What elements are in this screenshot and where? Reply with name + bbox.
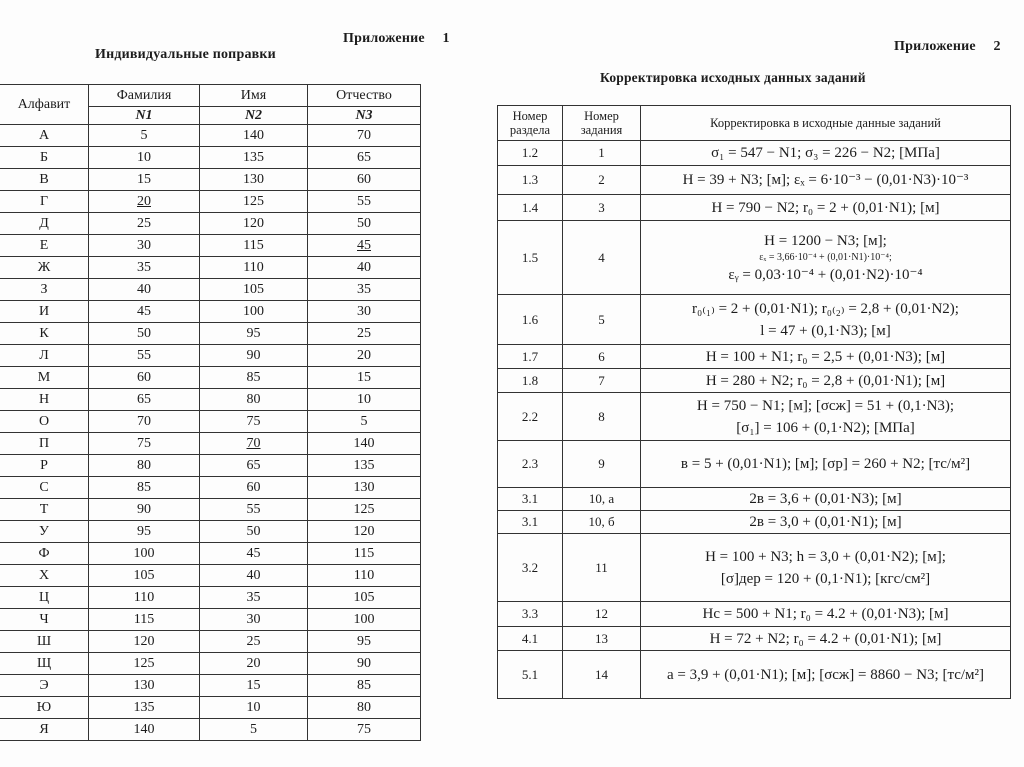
table-row xyxy=(0,191,421,213)
formula-line: 2в = 3,6 + (0,01·N3); [м] xyxy=(749,491,902,507)
n2-cell: 115 xyxy=(200,235,308,257)
table-row xyxy=(0,279,421,301)
n3-cell: 20 xyxy=(308,345,421,367)
correction-cell xyxy=(641,166,1011,195)
task-number-cell: 3 xyxy=(563,195,641,221)
n3-cell: 50 xyxy=(308,213,421,235)
n3-cell: 25 xyxy=(308,323,421,345)
header-patronymic: Отчество xyxy=(308,85,421,107)
n2-cell: 105 xyxy=(200,279,308,301)
table-row xyxy=(0,323,421,345)
n3-cell: 85 xyxy=(308,675,421,697)
table-row xyxy=(0,345,421,367)
n1-cell: 130 xyxy=(89,675,200,697)
table-row xyxy=(0,125,421,147)
letter-cell: Е xyxy=(0,235,89,257)
n3-cell: 80 xyxy=(308,697,421,719)
header-name: Имя xyxy=(200,85,308,107)
section-number-cell: 3.3 xyxy=(498,602,563,627)
appendix1-number: 1 xyxy=(442,31,450,46)
letter-cell: Т xyxy=(0,499,89,521)
header-n2: N2 xyxy=(200,107,308,125)
n3-cell: 140 xyxy=(308,433,421,455)
appendix2-number: 2 xyxy=(993,39,1001,54)
table-row xyxy=(0,389,421,411)
table-row xyxy=(0,675,421,697)
task-number-cell: 1 xyxy=(563,141,641,166)
table-row xyxy=(498,441,1011,488)
appendix2-title: Корректировка исходных данных заданий xyxy=(600,70,866,85)
table-row xyxy=(0,301,421,323)
n2-cell: 140 xyxy=(200,125,308,147)
correction-cell xyxy=(641,393,1011,441)
table-row xyxy=(0,587,421,609)
table-row xyxy=(0,257,421,279)
section-number-cell: 3.2 xyxy=(498,534,563,602)
header-section-number: Номер раздела xyxy=(498,106,563,141)
n2-cell: 10 xyxy=(200,697,308,719)
n2-cell: 5 xyxy=(200,719,308,741)
correction-cell xyxy=(641,651,1011,699)
section-number-cell: 1.5 xyxy=(498,221,563,295)
header-n3: N3 xyxy=(308,107,421,125)
table-row xyxy=(498,345,1011,369)
letter-cell: В xyxy=(0,169,89,191)
n3-cell: 35 xyxy=(308,279,421,301)
appendix2-label: Приложение xyxy=(894,39,976,54)
n2-cell: 100 xyxy=(200,301,308,323)
correction-cell xyxy=(641,534,1011,602)
n1-cell: 100 xyxy=(89,543,200,565)
n2-cell: 110 xyxy=(200,257,308,279)
letter-cell: Ж xyxy=(0,257,89,279)
appendix1-title: Индивидуальные поправки xyxy=(95,47,276,62)
letter-cell: П xyxy=(0,433,89,455)
n3-cell: 90 xyxy=(308,653,421,675)
task-number-cell: 11 xyxy=(563,534,641,602)
n1-cell: 10 xyxy=(89,147,200,169)
n3-cell: 10 xyxy=(308,389,421,411)
table-row xyxy=(498,627,1011,651)
letter-cell: Л xyxy=(0,345,89,367)
letter-cell: К xyxy=(0,323,89,345)
section-number-cell: 1.4 xyxy=(498,195,563,221)
n1-cell: 115 xyxy=(89,609,200,631)
letter-cell: Ц xyxy=(0,587,89,609)
table-row xyxy=(0,477,421,499)
n1-cell: 25 xyxy=(89,213,200,235)
n3-cell: 60 xyxy=(308,169,421,191)
n1-cell: 120 xyxy=(89,631,200,653)
n2-cell: 85 xyxy=(200,367,308,389)
task-number-cell: 10, а xyxy=(563,488,641,511)
formula-line: H = 280 + N2; r₀ = 2,8 + (0,01·N1); [м] xyxy=(705,372,946,389)
n2-cell: 90 xyxy=(200,345,308,367)
task-number-cell: 4 xyxy=(563,221,641,295)
n2-cell: 30 xyxy=(200,609,308,631)
n3-cell: 120 xyxy=(308,521,421,543)
n1-cell: 75 xyxy=(89,433,200,455)
task-number-cell: 14 xyxy=(563,651,641,699)
table-row xyxy=(0,235,421,257)
table-row xyxy=(498,393,1011,441)
correction-cell xyxy=(641,345,1011,369)
section-number-cell: 1.6 xyxy=(498,295,563,345)
n2-cell: 80 xyxy=(200,389,308,411)
section-number-cell: 1.2 xyxy=(498,141,563,166)
table-row xyxy=(498,369,1011,393)
section-number-cell: 1.3 xyxy=(498,166,563,195)
formula-line: H = 790 − N2; r₀ = 2 + (0,01·N1); [м] xyxy=(711,199,940,216)
formula-line: H = 1200 − N3; [м]; xyxy=(764,232,887,249)
task-number-cell: 10, б xyxy=(563,511,641,534)
formula-line: εᵧ = 0,03·10⁻⁴ + (0,01·N2)·10⁻⁴ xyxy=(728,266,923,283)
n2-cell: 45 xyxy=(200,543,308,565)
header-surname: Фамилия xyxy=(89,85,200,107)
letter-cell: Б xyxy=(0,147,89,169)
correction-cell xyxy=(641,441,1011,488)
formula-line: σ₁ = 547 − N1; σ₃ = 226 − N2; [МПа] xyxy=(711,145,940,161)
task-number-cell: 8 xyxy=(563,393,641,441)
section-number-cell: 3.1 xyxy=(498,511,563,534)
table-row xyxy=(0,719,421,741)
table-row xyxy=(0,433,421,455)
n3-cell: 105 xyxy=(308,587,421,609)
header-n1: N1 xyxy=(89,107,200,125)
n2-cell: 70 xyxy=(200,433,308,455)
n2-cell: 60 xyxy=(200,477,308,499)
n3-cell: 110 xyxy=(308,565,421,587)
n1-cell: 35 xyxy=(89,257,200,279)
n1-cell: 125 xyxy=(89,653,200,675)
table-row xyxy=(0,499,421,521)
letter-cell: Д xyxy=(0,213,89,235)
correction-cell xyxy=(641,488,1011,511)
formula-line: [σ₁] = 106 + (0,1·N2); [МПа] xyxy=(736,419,915,436)
task-number-cell: 7 xyxy=(563,369,641,393)
n3-cell: 5 xyxy=(308,411,421,433)
task-number-cell: 6 xyxy=(563,345,641,369)
letter-cell: С xyxy=(0,477,89,499)
letter-cell: О xyxy=(0,411,89,433)
n2-cell: 20 xyxy=(200,653,308,675)
table-row xyxy=(0,697,421,719)
n3-cell: 30 xyxy=(308,301,421,323)
n2-cell: 75 xyxy=(200,411,308,433)
table-row xyxy=(498,141,1011,166)
n1-cell: 45 xyxy=(89,301,200,323)
correction-cell xyxy=(641,602,1011,627)
appendix1-label-group xyxy=(343,31,450,47)
n1-cell: 20 xyxy=(89,191,200,213)
letter-cell: Ч xyxy=(0,609,89,631)
n2-cell: 95 xyxy=(200,323,308,345)
letter-cell: Р xyxy=(0,455,89,477)
correction-cell xyxy=(641,221,1011,295)
n3-cell: 45 xyxy=(308,235,421,257)
formula-line: 2в = 3,0 + (0,01·N1); [м] xyxy=(749,514,902,530)
n2-cell: 35 xyxy=(200,587,308,609)
n2-cell: 40 xyxy=(200,565,308,587)
n3-cell: 65 xyxy=(308,147,421,169)
n3-cell: 115 xyxy=(308,543,421,565)
n3-cell: 125 xyxy=(308,499,421,521)
n2-cell: 135 xyxy=(200,147,308,169)
letter-cell: Х xyxy=(0,565,89,587)
formula-line: [σ]дер = 120 + (0,1·N1); [кгс/см²] xyxy=(720,570,931,587)
n1-cell: 30 xyxy=(89,235,200,257)
letter-cell: Г xyxy=(0,191,89,213)
n3-cell: 55 xyxy=(308,191,421,213)
formula-line: H = 100 + N1; r₀ = 2,5 + (0,01·N3); [м] xyxy=(705,348,946,365)
n1-cell: 5 xyxy=(89,125,200,147)
section-number-cell: 1.8 xyxy=(498,369,563,393)
task-corrections-table xyxy=(497,105,1011,699)
n3-cell: 100 xyxy=(308,609,421,631)
table-row xyxy=(0,411,421,433)
correction-cell xyxy=(641,627,1011,651)
task-number-cell: 2 xyxy=(563,166,641,195)
n1-cell: 90 xyxy=(89,499,200,521)
n3-cell: 95 xyxy=(308,631,421,653)
table-row xyxy=(0,169,421,191)
n2-cell: 130 xyxy=(200,169,308,191)
letter-cell: А xyxy=(0,125,89,147)
n1-cell: 55 xyxy=(89,345,200,367)
n2-cell: 65 xyxy=(200,455,308,477)
n1-cell: 60 xyxy=(89,367,200,389)
letter-cell: Я xyxy=(0,719,89,741)
header-alphabet: Алфавит xyxy=(0,85,89,125)
table-row xyxy=(0,213,421,235)
formula-line: H = 100 + N3; h = 3,0 + (0,01·N2); [м]; xyxy=(705,548,946,565)
correction-cell xyxy=(641,511,1011,534)
table-row xyxy=(0,147,421,169)
letter-cell: Ш xyxy=(0,631,89,653)
section-number-cell: 4.1 xyxy=(498,627,563,651)
table-row xyxy=(0,521,421,543)
table-row xyxy=(498,651,1011,699)
table-row xyxy=(0,565,421,587)
formula-line: Hс = 500 + N1; r₀ = 4.2 + (0,01·N3); [м] xyxy=(702,606,949,622)
letter-cell: Щ xyxy=(0,653,89,675)
header-task-number: Номер задания xyxy=(563,106,641,141)
letter-cell: Э xyxy=(0,675,89,697)
correction-cell xyxy=(641,195,1011,221)
task-number-cell: 9 xyxy=(563,441,641,488)
n2-cell: 120 xyxy=(200,213,308,235)
n3-cell: 15 xyxy=(308,367,421,389)
table-row xyxy=(498,488,1011,511)
correction-cell xyxy=(641,369,1011,393)
n1-cell: 135 xyxy=(89,697,200,719)
n3-cell: 135 xyxy=(308,455,421,477)
formula-line: r₀₍₁₎ = 2 + (0,01·N1); r₀₍₂₎ = 2,8 + (0,01·N2); xyxy=(692,300,959,317)
correction-cell xyxy=(641,295,1011,345)
n2-cell: 55 xyxy=(200,499,308,521)
letter-cell: У xyxy=(0,521,89,543)
section-number-cell: 2.3 xyxy=(498,441,563,488)
letter-cell: З xyxy=(0,279,89,301)
n2-cell: 125 xyxy=(200,191,308,213)
formula-line: в = 5 + (0,01·N1); [м]; [σp] = 260 + N2; [тс/м²] xyxy=(680,456,971,472)
n1-cell: 50 xyxy=(89,323,200,345)
n3-cell: 40 xyxy=(308,257,421,279)
n1-cell: 65 xyxy=(89,389,200,411)
individual-corrections-table xyxy=(0,84,421,741)
n2-cell: 25 xyxy=(200,631,308,653)
correction-cell xyxy=(641,141,1011,166)
n3-cell: 130 xyxy=(308,477,421,499)
formula-line: a = 3,9 + (0,01·N1); [м]; [σсж] = 8860 − N3; [тс/м²] xyxy=(666,666,985,683)
table-row xyxy=(498,166,1011,195)
section-number-cell: 2.2 xyxy=(498,393,563,441)
letter-cell: Ф xyxy=(0,543,89,565)
table-row xyxy=(0,653,421,675)
header-correction: Корректировка в исходные данные заданий xyxy=(641,106,1011,141)
table-row xyxy=(498,195,1011,221)
table-row xyxy=(0,543,421,565)
n1-cell: 80 xyxy=(89,455,200,477)
n1-cell: 105 xyxy=(89,565,200,587)
task-number-cell: 13 xyxy=(563,627,641,651)
section-number-cell: 3.1 xyxy=(498,488,563,511)
table-row xyxy=(498,221,1011,295)
n1-cell: 15 xyxy=(89,169,200,191)
table-row xyxy=(0,367,421,389)
table-row xyxy=(498,295,1011,345)
formula-line: l = 47 + (0,1·N3); [м] xyxy=(760,322,891,339)
letter-cell: М xyxy=(0,367,89,389)
n1-cell: 140 xyxy=(89,719,200,741)
table-row xyxy=(498,602,1011,627)
task-number-cell: 12 xyxy=(563,602,641,627)
n1-cell: 40 xyxy=(89,279,200,301)
appendix1-label: Приложение xyxy=(343,31,425,46)
task-number-cell: 5 xyxy=(563,295,641,345)
n2-cell: 15 xyxy=(200,675,308,697)
letter-cell: Н xyxy=(0,389,89,411)
n3-cell: 75 xyxy=(308,719,421,741)
formula-line: H = 72 + N2; r₀ = 4.2 + (0,01·N1); [м] xyxy=(709,630,942,647)
appendix2-label-group xyxy=(894,39,1001,55)
n1-cell: 70 xyxy=(89,411,200,433)
formula-line: H = 39 + N3; [м]; εₓ = 6·10⁻³ − (0,01·N3)·10⁻³ xyxy=(682,172,969,188)
table-row xyxy=(498,511,1011,534)
n1-cell: 110 xyxy=(89,587,200,609)
formula-line: H = 750 − N1; [м]; [σсж] = 51 + (0,1·N3); xyxy=(696,397,955,414)
table-row xyxy=(498,534,1011,602)
table-row xyxy=(0,455,421,477)
n2-cell: 50 xyxy=(200,521,308,543)
letter-cell: Ю xyxy=(0,697,89,719)
table-row xyxy=(0,631,421,653)
section-number-cell: 5.1 xyxy=(498,651,563,699)
section-number-cell: 1.7 xyxy=(498,345,563,369)
n1-cell: 85 xyxy=(89,477,200,499)
table-row xyxy=(0,609,421,631)
letter-cell: И xyxy=(0,301,89,323)
formula-line: εₓ = 3,66·10⁻⁴ + (0,01·N1)·10⁻⁴; xyxy=(759,251,892,263)
n1-cell: 95 xyxy=(89,521,200,543)
n3-cell: 70 xyxy=(308,125,421,147)
